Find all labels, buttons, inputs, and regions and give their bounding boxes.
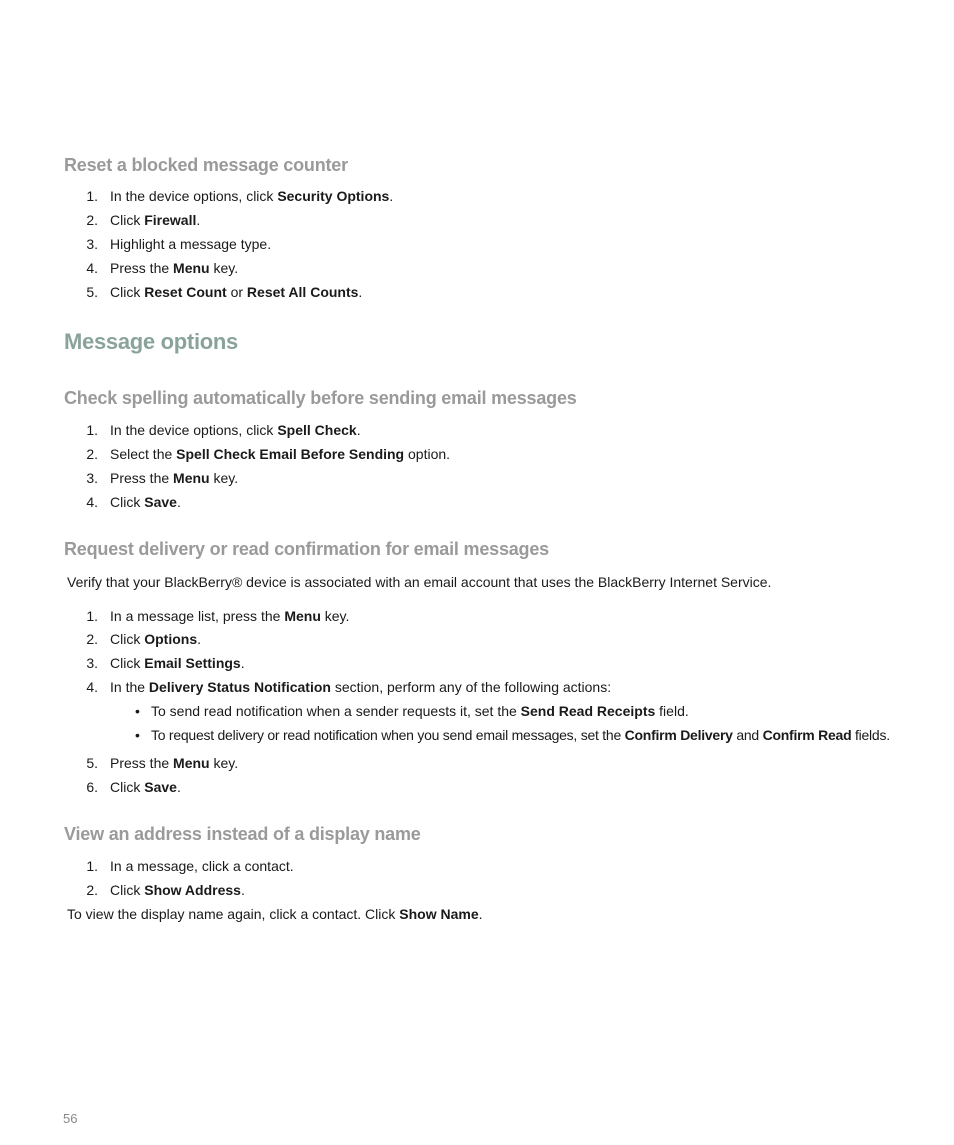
page-number: 56 [63,1111,78,1126]
document-page: Reset a blocked message counter 1. In the device options, click Security Options. 2. Click Firewall. 3. Highlight a message type. 4. Press the Menu key. 5. Click Reset Count or Reset All Counts. Message options Check spelling automatically before sending email messages 1. In the device options, click Spell Check. 2. Select the Spell Check Email Before Sending option. 3. Press the Menu key. 4. Click Save. Request delivery or read confirmation for email messages Verify that your BlackBerry® device is associated with an email account that uses the BlackBerry Internet Service. 1. In a message list, press the Menu key. 2. Click Options. 3. Click Email Settings. 4. In the Delivery Status Notification section, perform any of the following actions: • To send read notification when a sender requests it, set the Send Read Receipts field. • To request delivery or read notification when you send email messages, set the Confirm Delivery and Confirm Read fields. 5. Press the Menu key. 6. Click Save. View an address instead of a display name 1. In a message, click a contact. 2. Click Show Address. To view the display name again, click a contact. Click Show Name. 56 [63,155,890,1126]
section-heading-reset-counter: Reset a blocked message counter [64,155,348,175]
intro-paragraph: Verify that your BlackBerry® device is associated with an email account that uses the BlackBerry Internet Service. [67,574,772,590]
section-heading-delivery: Request delivery or read confirmation for email messages [64,539,549,559]
section-heading-spell-check: Check spelling automatically before sending email messages [64,388,577,408]
section-heading-view-address: View an address instead of a display name [64,824,421,844]
note-paragraph: To view the display name again, click a contact. Click Show Name. [67,906,483,922]
chapter-heading-message-options: Message options [64,329,238,354]
